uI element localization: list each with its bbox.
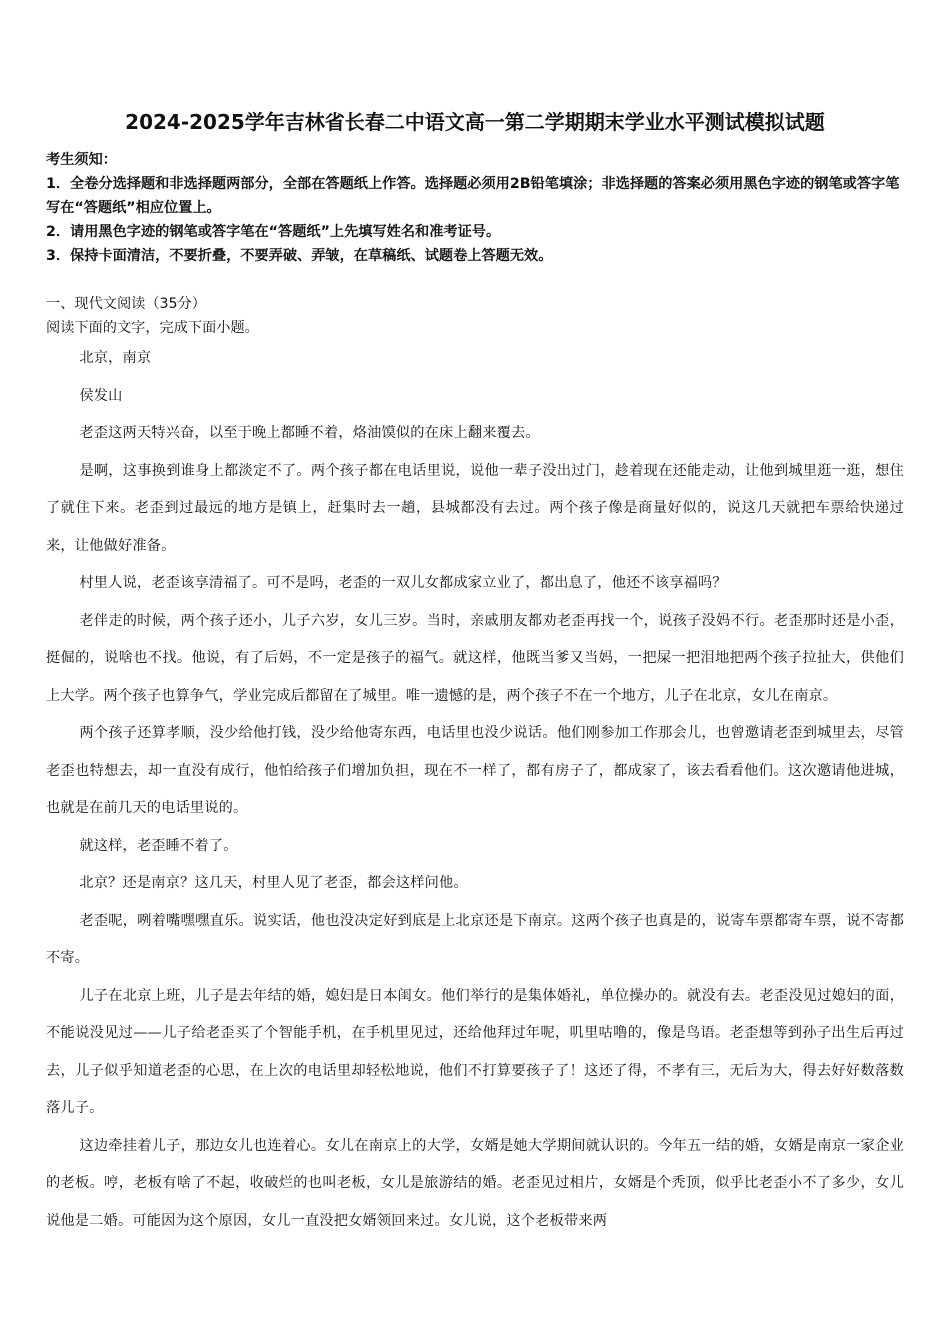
article-paragraph: 老歪呢，咧着嘴嘿嘿直乐。说实话，他也没决定好到底是上北京还是下南京。这两个孩子也真是的，说寄车票都寄车票，说不寄都不寄。 [46, 912, 904, 966]
article-paragraph: 老歪这两天特兴奋，以至于晚上都睡不着，烙油馍似的在床上翻来覆去。 [79, 425, 540, 441]
notice-item-2: 2．请用黑色字迹的钢笔或答字笔在“答题纸”上先填写姓名和准考证号。 [46, 224, 501, 240]
article-paragraph: 儿子在北京上班，儿子是去年结的婚，媳妇是日本闺女。他们举行的是集体婚礼，单位操办的。就没有去。老歪没见过媳妇的面，不能说没见过——儿子给老歪买了个智能手机，在手机里见过，还给他拜过年呢，叽里咕噜的，像是鸟语。老歪想等到孙子出生后再过去，儿子似乎知道老歪的心思，在上次的电话里却轻松地说，他们不打算要孩子了！这还了得，不孝有三，无后为大，得去好好数落数落儿子。 [46, 987, 904, 1116]
exam-title: 2024-2025学年吉林省长春二中语文高一第二学期期末学业水平测试模拟试题 [125, 110, 825, 134]
notice-item-1: 1．全卷分选择题和非选择题两部分，全部在答题纸上作答。选择题必须用2B铅笔填涂；非选择题的答案必须用黑色字迹的钢笔或答字笔写在“答题纸”相应位置上。 [46, 176, 900, 216]
article-paragraph: 老伴走的时候，两个孩子还小，儿子六岁，女儿三岁。当时，亲戚朋友都劝老歪再找一个，说孩子没妈不行。老歪那时还是小歪，挺倔的，说啥也不找。他说，有了后妈，不一定是孩子的福气。就这样，他既当爹又当妈，一把屎一把泪地把两个孩子拉扯大，供他们上大学。两个孩子也算争气，学业完成后都留在了城里。唯一遗憾的是，两个孩子不在一个地方，儿子在北京，女儿在南京。 [46, 612, 904, 704]
article-author: 侯发山 [79, 387, 123, 404]
article-paragraph: 两个孩子还算孝顺，没少给他打钱，没少给他寄东西，电话里也没少说话。他们刚参加工作那会儿，也曾邀请老歪到城里去，尽管老歪也特想去，却一直没有成行，他怕给孩子们增加负担，现在不一样了，都有房子了，都成家了，该去看看他们。这次邀请他进城，也就是在前几天的电话里说的。 [46, 725, 904, 816]
reading-article [46, 340, 904, 1240]
article-paragraph: 村里人说，老歪该享清福了。可不是吗，老歪的一双儿女都成家立业了，都出息了，他还不该享福吗？ [79, 575, 727, 591]
article-paragraph: 这边牵挂着儿子，那边女儿也连着心。女儿在南京上的大学，女婿是她大学期间就认识的。今年五一结的婚，女婿是南京一家企业的老板。哼，老板有啥了不起，收破烂的也叫老板，女儿是旅游结的婚。老歪见过相片，女婿是个秃顶，似乎比老歪小不了多少，女儿说他是二婚。可能因为这个原因，女儿一直没把女婿领回来过。女儿说，这个老板带来两 [46, 1137, 904, 1229]
candidate-notice [46, 148, 904, 268]
article-paragraph: 是啊，这事换到谁身上都淡定不了。两个孩子都在电话里说，说他一辈子没出过门，趁着现在还能走动，让他到城里逛一逛，想住了就住下来。老歪到过最远的地方是镇上，赶集时去一趟，县城都没有去过。两个孩子像是商量好似的，说这几天就把车票给快递过来，让他做好准备。 [46, 462, 904, 554]
notice-item-3: 3．保持卡面清洁，不要折叠，不要弄破、弄皱，在草稿纸、试题卷上答题无效。 [46, 248, 553, 264]
notice-heading: 考生须知： [46, 152, 117, 168]
article-title: 北京，南京 [79, 350, 152, 366]
section-instruction: 阅读下面的文字，完成下面小题。 [46, 320, 259, 336]
section-heading: 一、现代文阅读（35分） [46, 296, 206, 312]
article-paragraph: 就这样，老歪睡不着了。 [79, 837, 238, 854]
article-paragraph: 北京？还是南京？这几天，村里人见了老歪，都会这样问他。 [79, 875, 468, 891]
